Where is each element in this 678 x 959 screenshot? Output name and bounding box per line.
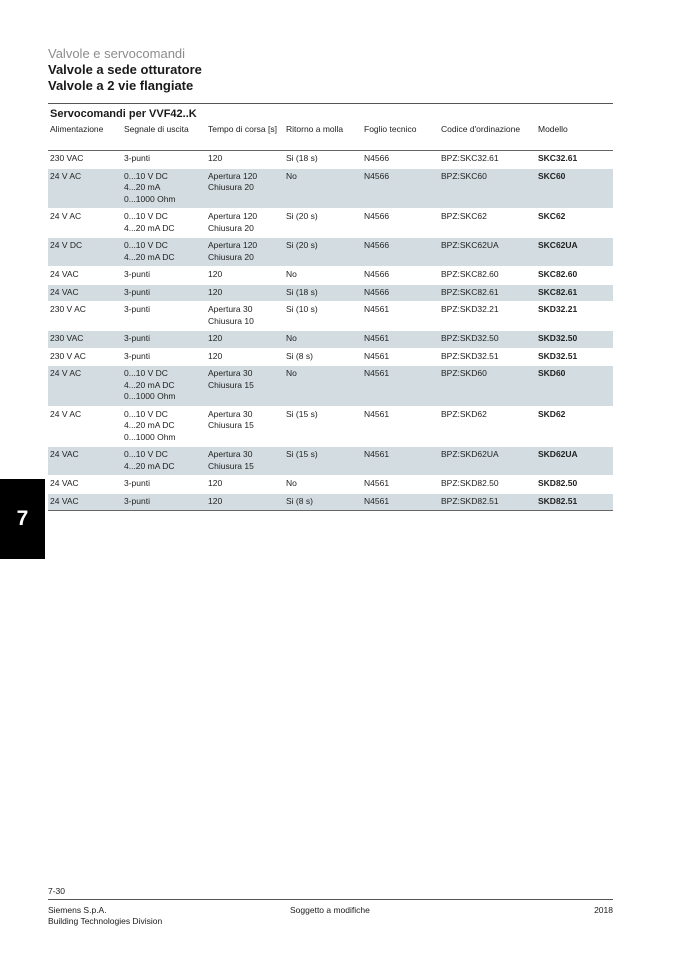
table-cell: [439, 406, 536, 447]
table-cell: [536, 168, 613, 209]
table-cell: [536, 366, 613, 407]
cell-text: 3-punti: [124, 269, 150, 279]
cell-text: Apertura 120: [208, 211, 258, 221]
cell-text: 24 VAC: [50, 495, 79, 506]
cell-text: 3-punti: [124, 350, 150, 361]
footer-notice: Soggetto a modifiche: [290, 905, 370, 915]
cell-text: Chiusura 20: [208, 251, 254, 262]
table-cell: [122, 168, 206, 209]
table-cell: [206, 151, 284, 169]
table-cell: [122, 302, 206, 331]
cell-text: N4566: [364, 170, 390, 181]
cell-text: SKD62: [538, 408, 566, 419]
cell-text: 0...1000 Ohm: [124, 391, 176, 401]
table-cell: [362, 476, 439, 494]
cell-text: Apertura 30: [208, 368, 253, 378]
table-cell: [48, 366, 122, 407]
cell-text: 3-punti: [124, 286, 150, 297]
table-cell: [362, 284, 439, 302]
table-cell: [284, 267, 362, 285]
actuators-table: [48, 123, 613, 511]
table-cell: [536, 493, 613, 511]
table-cell: [122, 348, 206, 366]
cell-text: N4566: [364, 269, 390, 279]
column-header: Tempo di corsa [s]: [208, 124, 277, 134]
cell-text: 24 V DC: [50, 240, 83, 250]
cell-text: 24 V AC: [50, 170, 82, 181]
page-header: [48, 46, 613, 94]
chapter-tab: [0, 479, 45, 559]
cell-text: 0...10 V DC: [124, 408, 168, 419]
cell-text: Apertura 120: [208, 240, 258, 250]
cell-text: 3-punti: [124, 495, 150, 506]
cell-text: SKC82.61: [538, 286, 578, 297]
cell-text: N4566: [364, 240, 390, 250]
cell-text: 0...1000 Ohm: [124, 193, 176, 204]
table-cell: [439, 493, 536, 511]
cell-text: SKC32.61: [538, 153, 578, 163]
cell-text: Chiusura 15: [208, 379, 254, 390]
cell-text: 4...20 mA DC: [124, 222, 175, 233]
cell-text: Si (20 s): [286, 211, 318, 221]
table-row: [48, 348, 613, 366]
cell-text: BPZ:SKC82.61: [441, 286, 499, 297]
cell-text: No: [286, 478, 297, 488]
table-cell: [48, 493, 122, 511]
table-cell: [206, 493, 284, 511]
cell-text: 230 VAC: [50, 153, 84, 163]
table-cell: [206, 366, 284, 407]
table-cell: [284, 168, 362, 209]
table-cell: [362, 493, 439, 511]
table-cell: [536, 331, 613, 349]
table-cell: [284, 209, 362, 238]
cell-text: SKC62UA: [538, 240, 578, 250]
table-cell: [122, 238, 206, 267]
cell-text: 24 V AC: [50, 368, 82, 378]
table-cell: [122, 493, 206, 511]
column-header: Alimentazione: [50, 124, 104, 134]
column-header: Ritorno a molla: [286, 124, 344, 134]
cell-text: 4...20 mA DC: [124, 379, 175, 390]
cell-text: 0...10 V DC: [124, 170, 168, 181]
company-name: Siemens S.p.A.: [48, 905, 107, 915]
table-cell: [439, 209, 536, 238]
table-cell: [122, 476, 206, 494]
cell-text: Chiusura 20: [208, 222, 254, 233]
column-header: Foglio tecnico: [364, 124, 417, 134]
cell-text: N4566: [364, 286, 390, 297]
table-cell: [206, 284, 284, 302]
table-cell: [536, 238, 613, 267]
table-cell: [284, 284, 362, 302]
cell-text: N4561: [364, 449, 390, 459]
table-cell: [122, 447, 206, 476]
cell-text: 24 VAC: [50, 449, 79, 459]
table-row: [48, 447, 613, 476]
table-cell: [48, 331, 122, 349]
table-cell: [284, 493, 362, 511]
category-heading: Valvole e servocomandi: [48, 46, 186, 61]
table-cell: [122, 151, 206, 169]
table-cell: [362, 267, 439, 285]
cell-text: SKD32.50: [538, 333, 578, 343]
table-row: [48, 476, 613, 494]
table-row: [48, 302, 613, 331]
cell-text: BPZ:SKD62UA: [441, 449, 499, 459]
cell-text: SKD32.21: [538, 304, 578, 314]
table-cell: [48, 348, 122, 366]
cell-text: SKD60: [538, 368, 566, 378]
table-cell: [362, 366, 439, 407]
cell-text: N4561: [364, 495, 390, 506]
cell-text: 120: [208, 269, 223, 279]
table-cell: [48, 476, 122, 494]
column-header: Modello: [538, 124, 568, 134]
table-row: [48, 406, 613, 447]
table-cell: [362, 348, 439, 366]
table-cell: [536, 151, 613, 169]
table-row: [48, 238, 613, 267]
cell-text: BPZ:SKC60: [441, 170, 487, 181]
table-cell: [536, 209, 613, 238]
cell-text: 230 VAC: [50, 333, 84, 343]
table-cell: [48, 267, 122, 285]
table-cell: [536, 284, 613, 302]
cell-text: SKD82.51: [538, 495, 578, 506]
table-cell: [439, 366, 536, 407]
section-title: Servocomandi per VVF42..K: [50, 108, 197, 120]
table-cell: [284, 406, 362, 447]
company-division: Building Technologies Division: [48, 916, 163, 926]
cell-text: N4566: [364, 153, 390, 163]
cell-text: 120: [208, 350, 223, 361]
cell-text: BPZ:SKD32.51: [441, 350, 499, 361]
column-header: Codice d'ordinazione: [441, 124, 521, 134]
table-cell: [284, 447, 362, 476]
table-cell: [439, 284, 536, 302]
table-cell: [48, 302, 122, 331]
table-cell: [122, 209, 206, 238]
table-cell: [122, 331, 206, 349]
table-cell: [48, 209, 122, 238]
cell-text: N4561: [364, 408, 390, 419]
cell-text: 24 VAC: [50, 269, 79, 279]
table-cell: [439, 267, 536, 285]
table-cell: [536, 406, 613, 447]
cell-text: No: [286, 269, 297, 279]
cell-text: SKD62UA: [538, 449, 578, 459]
cell-text: 24 V AC: [50, 408, 82, 419]
cell-text: Chiusura 20: [208, 182, 254, 192]
footer-year: 2018: [594, 905, 613, 915]
table-cell: [284, 302, 362, 331]
cell-text: 3-punti: [124, 478, 150, 488]
cell-text: 4...20 mA DC: [124, 251, 175, 262]
cell-text: Si (18 s): [286, 286, 318, 297]
cell-text: No: [286, 368, 297, 378]
table-cell: [206, 406, 284, 447]
table-cell: [206, 267, 284, 285]
table-cell: [122, 406, 206, 447]
cell-text: SKD82.50: [538, 478, 578, 488]
cell-text: N4561: [364, 350, 390, 361]
table-cell: [122, 284, 206, 302]
cell-text: 120: [208, 333, 223, 343]
cell-text: 3-punti: [124, 153, 150, 163]
cell-text: 0...10 V DC: [124, 368, 168, 378]
table-cell: [122, 366, 206, 407]
cell-text: No: [286, 333, 297, 343]
cell-text: N4561: [364, 333, 390, 343]
table-cell: [536, 476, 613, 494]
table-row: [48, 493, 613, 511]
table-cell: [439, 302, 536, 331]
footer-company: [48, 905, 162, 927]
footer-divider: [48, 899, 613, 900]
table-cell: [536, 267, 613, 285]
table-cell: [362, 209, 439, 238]
table-cell: [48, 151, 122, 169]
table-cell: [206, 331, 284, 349]
table-body: [48, 151, 613, 511]
cell-text: 120: [208, 495, 223, 506]
table-cell: [206, 348, 284, 366]
cell-text: 230 V AC: [50, 304, 86, 314]
table-cell: [536, 447, 613, 476]
cell-text: BPZ:SKD32.50: [441, 333, 499, 343]
table-row: [48, 209, 613, 238]
table-cell: [439, 476, 536, 494]
table-cell: [206, 447, 284, 476]
table-cell: [439, 331, 536, 349]
cell-text: BPZ:SKD60: [441, 368, 487, 378]
table-cell: [439, 447, 536, 476]
table-row: [48, 151, 613, 169]
table-cell: [122, 267, 206, 285]
chapter-number: 7: [16, 507, 29, 530]
cell-text: Chiusura 10: [208, 315, 254, 326]
cell-text: Chiusura 15: [208, 460, 254, 471]
cell-text: 4...20 mA: [124, 182, 161, 192]
cell-text: BPZ:SKC82.60: [441, 269, 499, 279]
cell-text: SKD32.51: [538, 350, 578, 361]
table-cell: [206, 209, 284, 238]
cell-text: SKC82.60: [538, 269, 578, 279]
table-cell: [362, 151, 439, 169]
cell-text: 4...20 mA DC: [124, 460, 175, 471]
cell-text: 24 VAC: [50, 286, 79, 297]
cell-text: BPZ:SKD62: [441, 408, 487, 419]
cell-text: 24 VAC: [50, 478, 79, 488]
table-cell: [284, 151, 362, 169]
cell-text: Apertura 30: [208, 304, 253, 314]
table-cell: [362, 447, 439, 476]
cell-text: Si (8 s): [286, 495, 313, 506]
table-header-row: [48, 123, 613, 151]
table-cell: [284, 476, 362, 494]
cell-text: 120: [208, 153, 223, 163]
cell-text: No: [286, 170, 297, 181]
cell-text: 0...10 V DC: [124, 240, 168, 250]
table-row: [48, 331, 613, 349]
table-cell: [439, 168, 536, 209]
table-cell: [536, 348, 613, 366]
table-row: [48, 284, 613, 302]
table-cell: [439, 238, 536, 267]
cell-text: Apertura 30: [208, 449, 253, 459]
table-cell: [284, 348, 362, 366]
cell-text: 3-punti: [124, 304, 150, 314]
cell-text: Si (15 s): [286, 449, 318, 459]
cell-text: 24 V AC: [50, 211, 82, 221]
table-cell: [48, 168, 122, 209]
cell-text: BPZ:SKC62UA: [441, 240, 499, 250]
table-cell: [362, 168, 439, 209]
cell-text: N4561: [364, 304, 390, 314]
cell-text: Si (20 s): [286, 240, 318, 250]
table-cell: [362, 302, 439, 331]
cell-text: BPZ:SKC62: [441, 211, 487, 221]
column-header: Segnale di uscita: [124, 124, 189, 134]
cell-text: 0...10 V DC: [124, 211, 168, 221]
table-cell: [362, 238, 439, 267]
table-cell: [206, 238, 284, 267]
section-divider: [48, 103, 613, 104]
cell-text: 120: [208, 478, 223, 488]
table-row: [48, 366, 613, 407]
table-row: [48, 267, 613, 285]
cell-text: Si (10 s): [286, 304, 318, 314]
table-cell: [362, 331, 439, 349]
cell-text: N4561: [364, 368, 390, 378]
cell-text: Si (18 s): [286, 153, 318, 163]
cell-text: Si (15 s): [286, 408, 318, 419]
cell-text: N4561: [364, 478, 390, 488]
page-title-line2: Valvole a 2 vie flangiate: [48, 78, 194, 93]
table-cell: [206, 476, 284, 494]
cell-text: SKC60: [538, 170, 566, 181]
cell-text: BPZ:SKD82.50: [441, 478, 499, 488]
table-cell: [48, 284, 122, 302]
cell-text: Chiusura 15: [208, 420, 254, 430]
cell-text: SKC62: [538, 211, 566, 221]
cell-text: 0...1000 Ohm: [124, 431, 176, 442]
table-cell: [362, 406, 439, 447]
table-cell: [48, 406, 122, 447]
cell-text: Apertura 120: [208, 170, 258, 181]
table-cell: [206, 168, 284, 209]
cell-text: BPZ:SKD32.21: [441, 304, 499, 314]
table-cell: [439, 151, 536, 169]
cell-text: Apertura 30: [208, 408, 253, 419]
table-cell: [48, 447, 122, 476]
cell-text: 0...10 V DC: [124, 449, 168, 459]
cell-text: 3-punti: [124, 333, 150, 343]
table-cell: [536, 302, 613, 331]
cell-text: 4...20 mA DC: [124, 420, 175, 430]
cell-text: N4566: [364, 211, 390, 221]
table-cell: [284, 366, 362, 407]
page-number: 7-30: [48, 886, 66, 896]
table-cell: [48, 238, 122, 267]
cell-text: BPZ:SKD82.51: [441, 495, 499, 506]
cell-text: BPZ:SKC32.61: [441, 153, 499, 163]
table-cell: [439, 348, 536, 366]
table-cell: [284, 238, 362, 267]
table-cell: [206, 302, 284, 331]
cell-text: Si (8 s): [286, 350, 313, 361]
cell-text: 120: [208, 286, 223, 297]
page-title-line1: Valvole a sede otturatore: [48, 62, 202, 77]
cell-text: 230 V AC: [50, 350, 86, 361]
table-row: [48, 168, 613, 209]
table-cell: [284, 331, 362, 349]
